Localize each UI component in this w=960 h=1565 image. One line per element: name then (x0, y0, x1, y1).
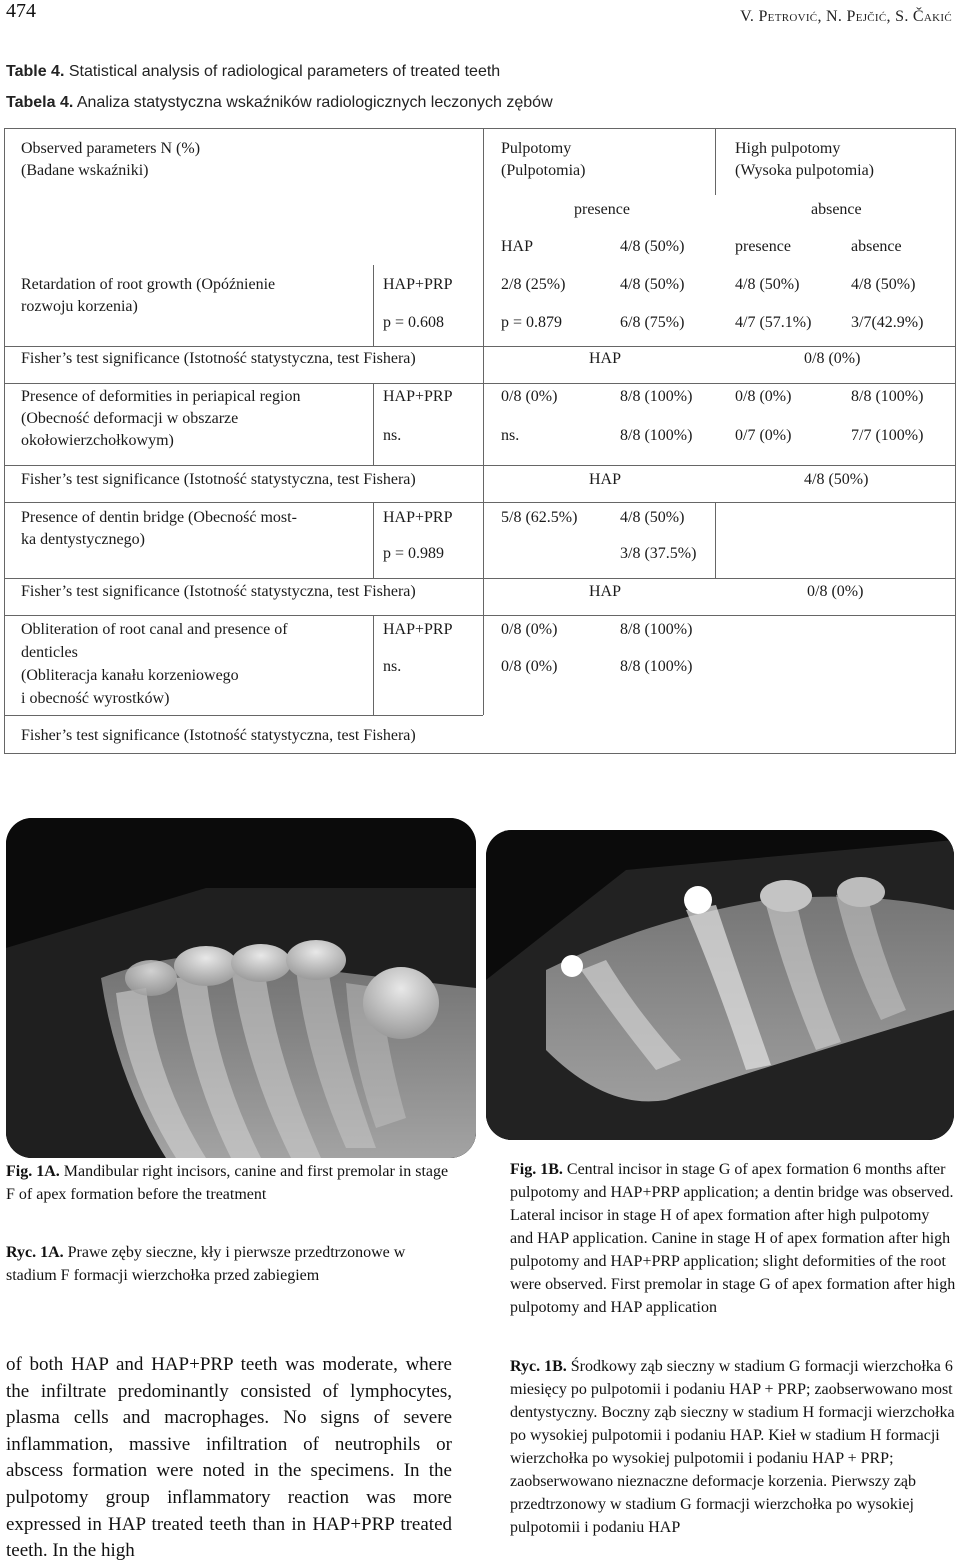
fisher-label: Fisher’s test significance (Istotność statystyczna, test Fishera) (21, 583, 416, 600)
cell: 5/8 (62.5%) (501, 509, 578, 526)
header-observed-parameters-pl: (Badane wskaźniki) (21, 162, 149, 179)
cell: HAP+PRP (383, 276, 453, 293)
cell: ns. (383, 427, 402, 444)
cell: 2/8 (25%) (501, 276, 566, 293)
column-divider (373, 265, 374, 346)
fisher-label: Fisher’s test significance (Istotność statystyczna, test Fishera) (21, 350, 416, 367)
header-pulpotomy: Pulpotomy (501, 140, 572, 157)
header-high-pulpotomy-pl: (Wysoka pulpotomia) (735, 162, 875, 179)
cell: 8/8 (100%) (851, 388, 924, 405)
header-presence: presence (574, 201, 630, 218)
param-deformities: Presence of deformities in periapical region (21, 388, 301, 405)
cell: p = 0.879 (501, 314, 563, 331)
column-divider (483, 129, 484, 715)
figure-1a-label: Fig. 1A. (6, 1163, 60, 1180)
cell: absence (851, 238, 902, 255)
row-divider (5, 578, 955, 579)
header-pulpotomy-pl: (Pulpotomia) (501, 162, 586, 179)
param-obliteration-2: denticles (21, 644, 78, 661)
figure-1b-caption-pl (510, 1355, 956, 1539)
cell: 4/8 (50%) (804, 471, 869, 488)
fisher-label: Fisher’s test significance (Istotność statystyczna, test Fishera) (21, 471, 416, 488)
cell: ns. (501, 427, 520, 444)
cell: 8/8 (100%) (620, 621, 693, 638)
param-dentin-bridge-pl: ka dentystycznego) (21, 531, 145, 548)
cell: 0/7 (0%) (735, 427, 792, 444)
header-observed-parameters: Observed parameters N (%) (21, 140, 201, 157)
table-caption-pl-text: Analiza statystyczna wskaźników radiologicznych leczonych zębów (76, 94, 553, 111)
cell: 3/8 (37.5%) (620, 545, 697, 562)
figure-1a-caption (6, 1160, 454, 1206)
cell: ns. (383, 658, 402, 675)
cell: 4/8 (50%) (851, 276, 916, 293)
table-caption-en (6, 63, 500, 81)
figure-1a-text: Mandibular right incisors, canine and first premolar in stage F of apex formation before the treatment (6, 1163, 449, 1203)
param-obliteration: Obliteration of root canal and presence of (21, 621, 288, 638)
radiograph-figure-1b (486, 830, 954, 1140)
cell: HAP+PRP (383, 621, 453, 638)
param-deformities-pl2: okołowierzchołkowym) (21, 432, 174, 449)
row-divider (5, 346, 955, 347)
cell: HAP (589, 350, 622, 367)
row-divider (5, 465, 955, 466)
figure-1b-pl-text: Środkowy ząb sieczny w stadium G formacji wierzchołka 6 miesięcy po pulpotomii i podaniu HAP + PRP; zaobserwowano most dentystyczny. Boczny ząb sieczny w stadium H formacji wierzchołka po wysokiej pulpotomii i podaniu HAP. Kieł w stadium H formacji wierzchołka po wysokiej pulpotomii i podaniu HAP + PRP; zaobserwowano nieznaczne deformacje korzenia. Pierwszy ząb przedtrzonowy w stadium G formacji wierzchołka po wysokiej pulpotomii i podaniu HAP (510, 1358, 955, 1536)
statistics-table (4, 128, 956, 754)
column-divider (715, 502, 716, 578)
param-deformities-pl: (Obecność deformacji w obszarze (21, 410, 239, 427)
cell: HAP (501, 238, 534, 255)
param-obliteration-pl2: i obecność wyrostków) (21, 690, 170, 707)
cell: HAP+PRP (383, 509, 453, 526)
cell: 3/7(42.9%) (851, 314, 924, 331)
table-caption-en-label: Table 4. (6, 63, 65, 80)
cell: 8/8 (100%) (620, 388, 693, 405)
cell: 0/8 (0%) (501, 658, 558, 675)
cell: 0/8 (0%) (735, 388, 792, 405)
cell: p = 0.989 (383, 545, 445, 562)
cell: 6/8 (75%) (620, 314, 685, 331)
row-divider (5, 615, 955, 616)
cell: 4/7 (57.1%) (735, 314, 812, 331)
param-retardation-pl: rozwoju korzenia) (21, 298, 138, 315)
cell: 8/8 (100%) (620, 658, 693, 675)
cell: 7/7 (100%) (851, 427, 924, 444)
body-paragraph: of both HAP and HAP+PRP teeth was moderate, where the infiltrate predominantly consisted of lymphocytes, plasma cells and macrophages. No signs of severe inflammation, massive infiltration of neutrophils or abscess formation were noted in the specimens. In the pulpotomy group inflammatory reaction was more expressed in HAP treated teeth than in HAP+PRP treated teeth. In the high (6, 1354, 452, 1562)
cell: p = 0.608 (383, 314, 445, 331)
figure-1a-pl-label: Ryc. 1A. (6, 1244, 64, 1261)
header-absence: absence (811, 201, 862, 218)
cell: 0/8 (0%) (501, 388, 558, 405)
cell: presence (735, 238, 791, 255)
cell: HAP+PRP (383, 388, 453, 405)
cell: 0/8 (0%) (807, 583, 864, 600)
column-divider (373, 502, 374, 578)
figure-1a-caption-pl (6, 1241, 454, 1287)
figure-1b-label: Fig. 1B. (510, 1161, 563, 1178)
cell: 4/8 (50%) (735, 276, 800, 293)
radiograph-figure-1a (6, 818, 476, 1158)
row-divider (5, 502, 955, 503)
cell: 4/8 (50%) (620, 276, 685, 293)
page-number: 474 (6, 0, 36, 22)
param-retardation: Retardation of root growth (Opóźnienie (21, 276, 276, 293)
column-divider (715, 129, 716, 195)
param-dentin-bridge: Presence of dentin bridge (Obecność most- (21, 509, 297, 526)
cell: 0/8 (0%) (501, 621, 558, 638)
table-caption-pl (6, 94, 553, 112)
row-divider (5, 383, 955, 384)
cell: 0/8 (0%) (804, 350, 861, 367)
figure-1b-caption (510, 1158, 956, 1319)
cell: HAP (589, 471, 622, 488)
cell: 8/8 (100%) (620, 427, 693, 444)
header-high-pulpotomy: High pulpotomy (735, 140, 841, 157)
column-divider (373, 383, 374, 465)
param-obliteration-pl: (Obliteracja kanału korzeniowego (21, 667, 239, 684)
row-divider (5, 715, 483, 716)
fisher-label: Fisher’s test significance (Istotność statystyczna, test Fishera) (21, 727, 416, 744)
table-caption-en-text: Statistical analysis of radiological parameters of treated teeth (68, 63, 501, 80)
cell: HAP (589, 583, 622, 600)
cell: 4/8 (50%) (620, 509, 685, 526)
running-head: V. Petrović, N. Pejčić, S. Čakić (740, 8, 952, 25)
figure-1a-pl-text: Prawe zęby sieczne, kły i pierwsze przedtrzonowe w stadium F formacji wierzchołka przed zabiegiem (6, 1244, 406, 1284)
figure-1b-pl-label: Ryc. 1B. (510, 1358, 567, 1375)
figure-1b-text: Central incisor in stage G of apex formation 6 months after pulpotomy and HAP+PRP application; a dentin bridge was observed. Lateral incisor in stage H of apex formation after high pulpotomy and HAP application. Canine in stage H of apex formation after high pulpotomy and HAP+PRP application; slight deformities of the root were observed. First premolar in stage G of apex formation after high pulpotomy and HAP application (510, 1161, 956, 1316)
cell: 4/8 (50%) (620, 238, 685, 255)
table-caption-pl-label: Tabela 4. (6, 94, 74, 111)
column-divider (373, 615, 374, 715)
